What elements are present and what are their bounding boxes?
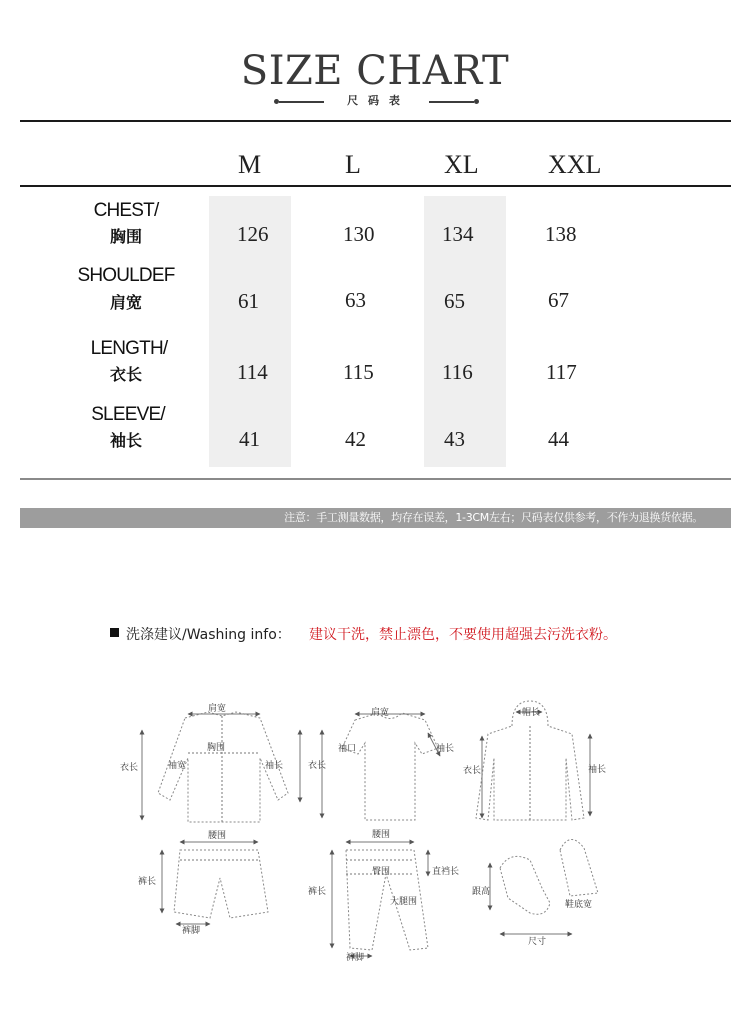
diagram-label: 袖宽 [168, 761, 187, 771]
diagram-label: 袖长 [436, 744, 455, 754]
table-cell: 65 [444, 289, 465, 313]
row-label-en: LENGTH/ [90, 338, 168, 359]
table-header-rule [20, 185, 731, 187]
measurement-diagrams [110, 698, 620, 968]
page-subtitle: 尺 码 表 [347, 94, 403, 107]
diagram-label: 肩宽 [208, 704, 227, 714]
divider-dot [474, 99, 479, 104]
diagram-label: 腰围 [372, 830, 391, 840]
row-label-en: SHOULDEF [77, 265, 175, 286]
diagram-label: 帽长 [522, 708, 541, 718]
diagram-label: 直裆长 [432, 867, 460, 877]
diagram-label: 裤长 [138, 877, 157, 887]
table-cell: 44 [548, 427, 569, 451]
tshirt-diagram [322, 713, 440, 820]
diagram-label: 尺寸 [528, 937, 547, 947]
table-top-rule [20, 120, 731, 122]
diagram-label: 大腿围 [390, 897, 418, 907]
diagram-label: 胸围 [207, 743, 226, 753]
table-cell: 43 [444, 427, 465, 451]
diagram-label: 袖口 [338, 744, 357, 754]
diagram-label: 臀围 [372, 867, 391, 877]
table-cell: 138 [545, 222, 577, 246]
shorts-diagram [162, 842, 268, 924]
diagram-label: 裤脚 [346, 953, 365, 963]
diagram-label: 袖长 [265, 761, 284, 771]
diagram-label: 腰围 [208, 831, 227, 841]
table-cell: 134 [442, 222, 474, 246]
diagram-label: 衣长 [120, 763, 139, 773]
size-header-xl: XL [444, 150, 479, 179]
diagram-label: 袖长 [588, 765, 607, 775]
row-label-zh: 胸围 [109, 227, 142, 246]
diagram-label: 裤长 [308, 887, 327, 897]
washing-label: 洗涤建议/Washing info： [126, 627, 291, 643]
measurement-notice: 注意：手工测量数据，均存在误差，1-3CM左右；尺码表仅供参考，不作为退换货依据。 [20, 508, 731, 528]
bullet-square-icon [110, 628, 119, 637]
diagram-label: 肩宽 [371, 708, 390, 718]
row-label-en: CHEST/ [93, 200, 159, 221]
table-cell: 67 [548, 288, 569, 312]
table-cell: 130 [343, 222, 375, 246]
row-label-zh: 袖长 [109, 431, 142, 450]
diagram-label: 衣长 [463, 766, 482, 776]
washing-instructions: 建议干洗，禁止漂色，不要使用超强去污洗衣粉。 [309, 627, 617, 643]
table-cell: 126 [237, 222, 269, 246]
table-cell: 63 [345, 288, 366, 312]
diagram-label: 鞋底宽 [565, 900, 593, 910]
row-label-en: SLEEVE/ [91, 404, 165, 425]
diagram-label: 裤脚 [182, 926, 201, 936]
row-label-zh: 衣长 [109, 365, 142, 384]
shoes-diagram [490, 839, 598, 934]
table-cell: 41 [239, 427, 260, 451]
table-cell: 42 [345, 427, 366, 451]
table-bottom-rule [20, 478, 731, 480]
size-header-xxl: XXL [548, 150, 602, 179]
table-cell: 116 [442, 360, 473, 384]
diagram-label: 跟高 [472, 887, 491, 897]
table-cell: 115 [343, 360, 374, 384]
size-header-m: M [238, 150, 262, 179]
table-cell: 117 [546, 360, 577, 384]
divider-line [429, 101, 474, 103]
table-cell: 114 [237, 360, 268, 384]
table-cell: 61 [238, 289, 259, 313]
size-header-l: L [345, 150, 361, 179]
jacket-diagram [476, 701, 590, 820]
row-label-zh: 肩宽 [109, 293, 142, 312]
page-title: SIZE CHART [240, 48, 510, 94]
diagram-label: 衣长 [308, 761, 327, 771]
